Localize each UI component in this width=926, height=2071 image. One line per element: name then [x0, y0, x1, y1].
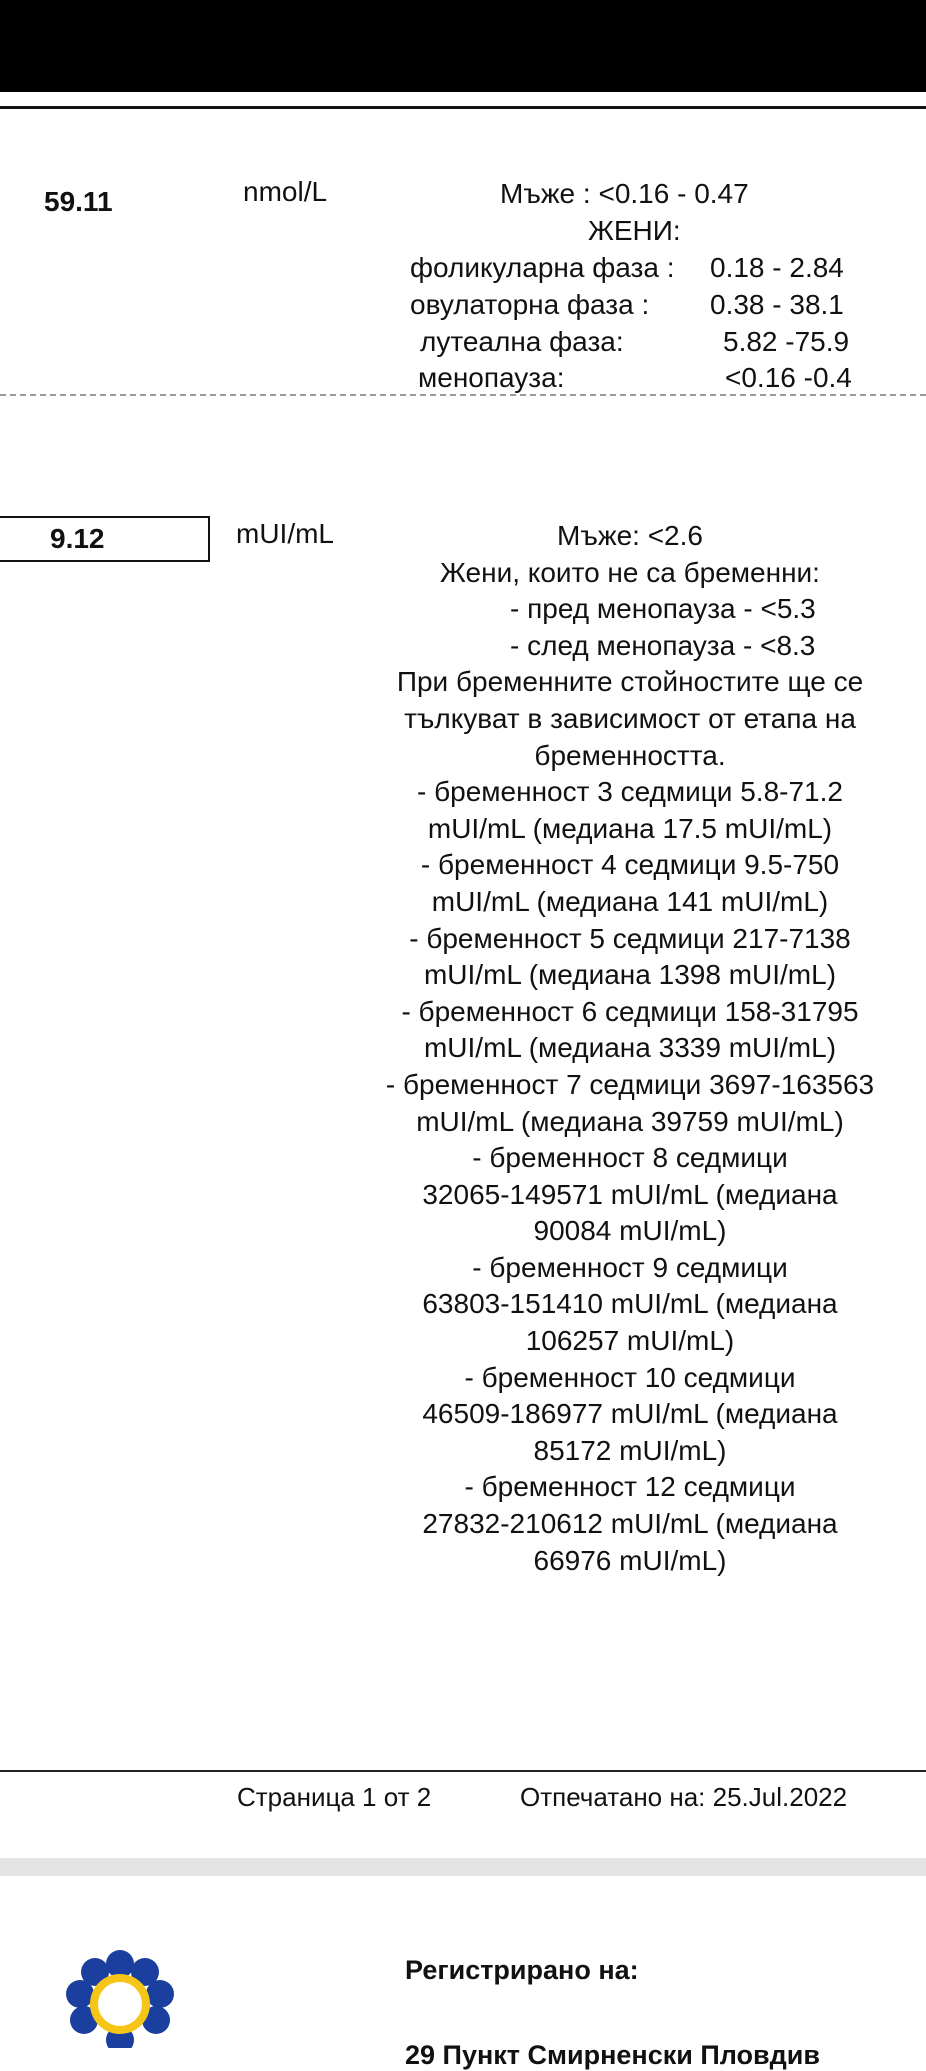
- page-break-strip: [0, 1858, 926, 1876]
- reference-line: - бременност 4 седмици 9.5-750: [420, 849, 840, 881]
- printed-date: Отпечатано на: 25.Jul.2022: [520, 1782, 848, 1812]
- reference-line: - бременност 8 седмици: [472, 1142, 788, 1174]
- phase-range: 5.82 -75.9: [723, 326, 850, 357]
- result-value-1: 59.11: [44, 186, 113, 217]
- reference-line: - бременност 12 седмици: [464, 1471, 796, 1503]
- reference-line: 90084 mUI/mL): [533, 1215, 727, 1247]
- reference-line: тълкуват в зависимост от етапа на: [404, 702, 856, 734]
- phase-label: фоликуларна фаза :: [410, 252, 675, 283]
- reference-text-2: [370, 518, 890, 1579]
- reference-line: mUI/mL (медиана 1398 mUI/mL): [423, 959, 837, 991]
- registered-label: Регистрирано на:: [405, 1955, 639, 1985]
- reference-line: 32065-149571 mUI/mL (медиана: [422, 1178, 838, 1210]
- top-divider: [0, 106, 926, 109]
- top-black-bar: [0, 0, 926, 92]
- reference-men-1: Мъже : <0.16 - 0.47: [500, 178, 749, 209]
- phase-label: лутеална фаза:: [420, 326, 624, 357]
- reference-line: - бременност 6 седмици 158-31795: [401, 995, 859, 1027]
- reference-line: Мъже: <2.6: [557, 520, 703, 551]
- reference-line: 46509-186977 mUI/mL (медиана: [422, 1398, 838, 1430]
- phase-label: менопауза:: [418, 362, 565, 393]
- reference-line: - пред менопауза - <5.3: [510, 593, 816, 625]
- reference-line: - бременност 3 седмици 5.8-71.2: [417, 776, 843, 808]
- reference-line: - бременност 7 седмици 3697-163563: [385, 1068, 875, 1100]
- reference-line: - бременност 10 седмици: [464, 1361, 796, 1393]
- reference-line: - след менопауза - <8.3: [510, 629, 816, 661]
- reference-women-heading: ЖЕНИ:: [588, 215, 681, 246]
- dashed-separator: [0, 394, 926, 396]
- lab-logo: [56, 1950, 184, 2048]
- phase-row: [410, 289, 890, 323]
- page-info: Страница 1 от 2: [237, 1782, 432, 1812]
- reference-line: 85172 mUI/mL): [533, 1434, 727, 1466]
- reference-line: - бременност 9 седмици: [472, 1251, 788, 1283]
- reference-line: mUI/mL (медиана 39759 mUI/mL): [416, 1105, 844, 1137]
- reference-line: При бременните стойностите ще се: [396, 666, 864, 698]
- phase-range: 0.38 - 38.1: [710, 289, 844, 320]
- phase-row: [418, 362, 890, 396]
- reference-line: бременността.: [534, 739, 726, 771]
- reference-line: mUI/mL (медиана 17.5 mUI/mL): [427, 812, 833, 844]
- reference-line: 66976 mUI/mL): [533, 1544, 727, 1576]
- phase-row: [410, 252, 890, 286]
- reference-line: Жени, които не са бременни:: [440, 556, 820, 588]
- phase-range: 0.18 - 2.84: [710, 252, 844, 283]
- phase-range: <0.16 -0.4: [725, 362, 852, 393]
- reference-line: mUI/mL (медиана 141 mUI/mL): [431, 885, 829, 917]
- phase-row: [420, 326, 890, 360]
- reference-line: mUI/mL (медиана 3339 mUI/mL): [423, 1032, 837, 1064]
- reference-line: - бременност 5 седмици 217-7138: [409, 922, 851, 954]
- registered-place: 29 Пункт Смирненски Пловдив: [405, 2040, 820, 2070]
- reference-line: 27832-210612 mUI/mL (медиана: [422, 1508, 838, 1540]
- result-unit-2: mUI/mL: [236, 518, 334, 549]
- result-value-box-2: [0, 516, 210, 562]
- phase-label: овулаторна фаза :: [410, 289, 650, 320]
- reference-line: 106257 mUI/mL): [525, 1325, 735, 1357]
- result-unit-1: nmol/L: [243, 176, 328, 207]
- result-value-2: 9.12: [50, 523, 105, 554]
- reference-line: 63803-151410 mUI/mL (медиана: [422, 1288, 838, 1320]
- footer-divider: [0, 1770, 926, 1772]
